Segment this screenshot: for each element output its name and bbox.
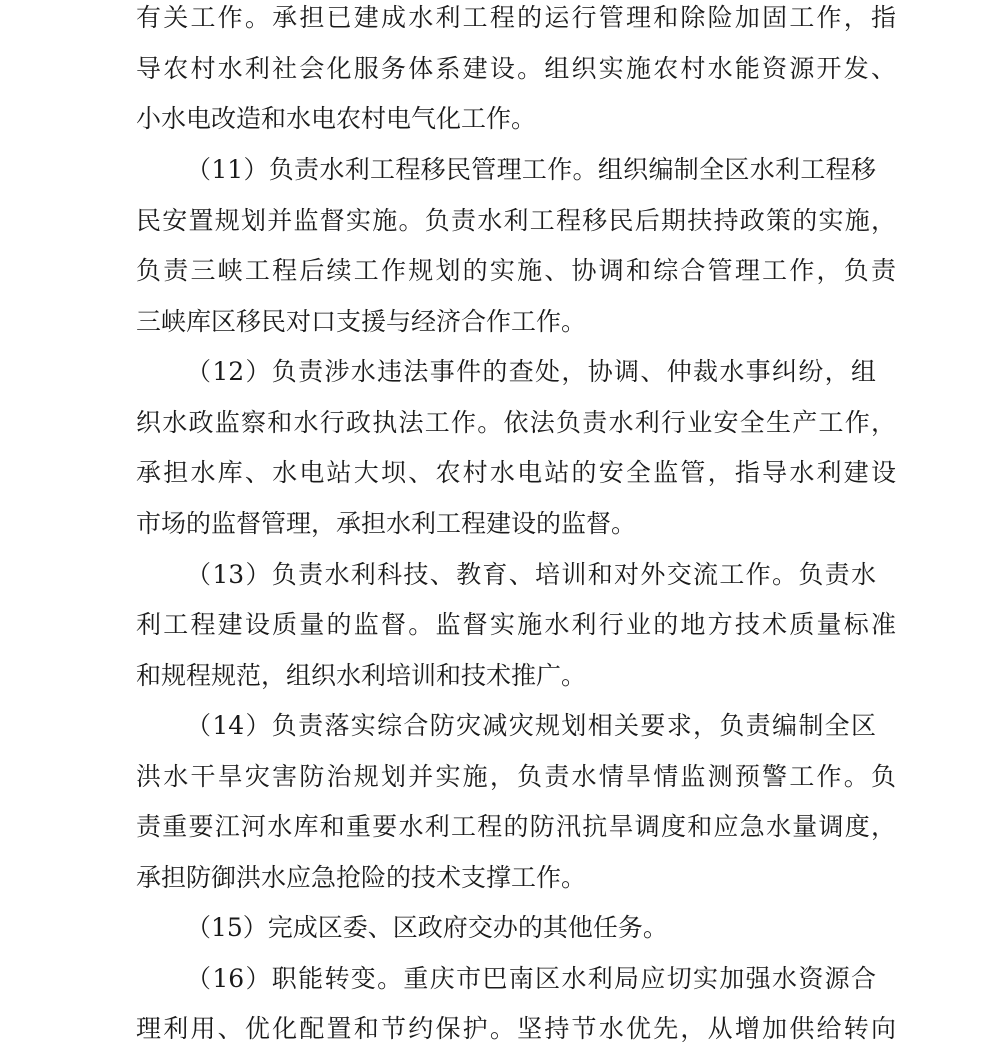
paragraph-11-first-line: （11）负责水利工程移民管理工作。组织编制全区水利工程移: [186, 155, 876, 184]
paragraph-16-first-line: （16）职能转变。重庆市巴南区水利局应切实加强水资源合: [186, 964, 876, 993]
paragraph-15-line: （15）完成区委、区政府交办的其他任务。: [186, 913, 668, 942]
paragraph-13-first-line: （13）负责水利科技、教育、培训和对外交流工作。负责水: [186, 560, 876, 589]
body-text-line: 和规程规范，组织水利培训和技术推广。: [136, 661, 587, 690]
body-text-line: 承担水库、水电站大坝、农村水电站的安全监管，指导水利建设: [136, 458, 896, 487]
body-text-line: 负责三峡工程后续工作规划的实施、协调和综合管理工作，负责: [136, 256, 896, 285]
body-text-line: 民安置规划并监督实施。负责水利工程移民后期扶持政策的实施，: [136, 206, 896, 235]
body-text-line: 织水政监察和水行政执法工作。依法负责水利行业安全生产工作，: [136, 408, 896, 437]
body-text-line: 利工程建设质量的监督。监督实施水利行业的地方技术质量标准: [136, 610, 896, 639]
body-text-line: 三峡库区移民对口支援与经济合作工作。: [136, 307, 587, 336]
paragraph-12-first-line: （12）负责涉水违法事件的查处，协调、仲裁水事纠纷，组: [186, 357, 876, 386]
body-text-line: 理利用、优化配置和节约保护。坚持节水优先，从增加供给转向: [136, 1014, 896, 1043]
body-text-line: 承担防御洪水应急抢险的技术支撑工作。: [136, 863, 587, 892]
body-text-line: 责重要江河水库和重要水利工程的防汛抗旱调度和应急水量调度，: [136, 812, 896, 841]
body-text-line: 市场的监督管理，承担水利工程建设的监督。: [136, 509, 637, 538]
body-text-line: 小水电改造和水电农村电气化工作。: [136, 104, 537, 133]
body-text-line: 洪水干旱灾害防治规划并实施，负责水情旱情监测预警工作。负: [136, 762, 896, 791]
body-text-line: 导农村水利社会化服务体系建设。组织实施农村水能资源开发、: [136, 54, 896, 83]
paragraph-14-first-line: （14）负责落实综合防灾减灾规划相关要求，负责编制全区: [186, 711, 876, 740]
body-text-line: 有关工作。承担已建成水利工程的运行管理和除险加固工作，指: [136, 3, 896, 32]
